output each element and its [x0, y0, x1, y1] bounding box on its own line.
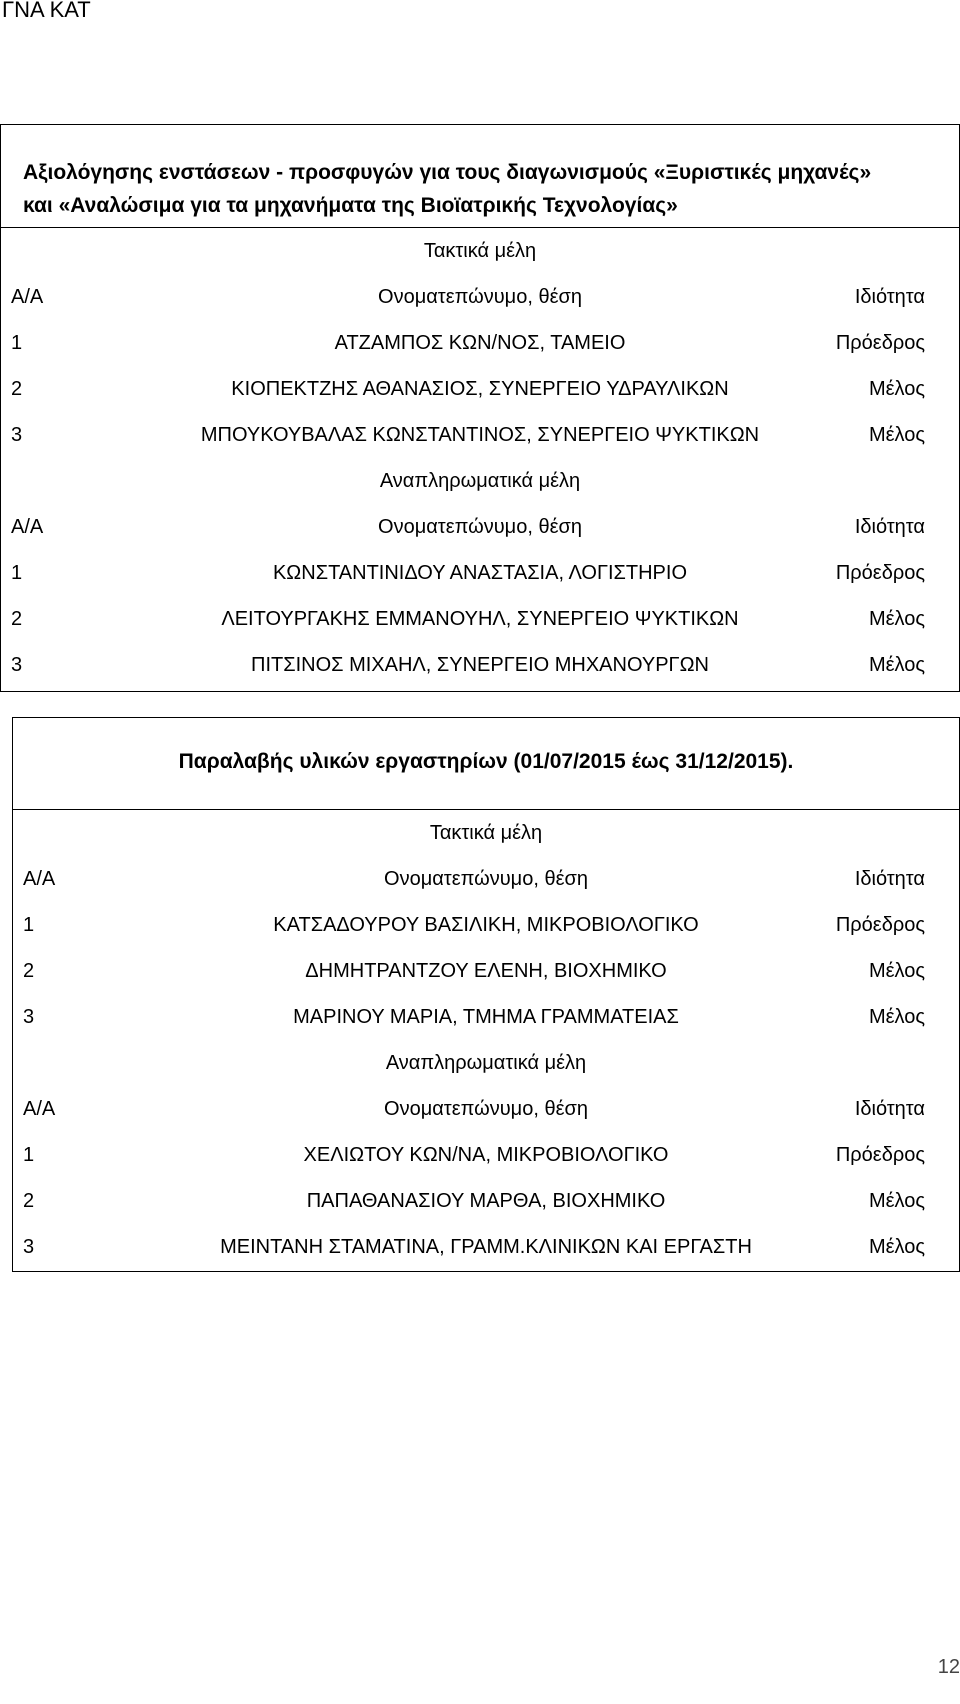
member-name: ΑΤΖΑΜΠΟΣ ΚΩΝ/ΝΟΣ, ΤΑΜΕΙΟ — [334, 332, 626, 354]
member-name: ΚΑΤΣΑΔΟΥΡΟΥ ΒΑΣΙΛΙΚΗ, ΜΙΚΡΟΒΙΟΛΟΓΙΚΟ — [273, 914, 699, 936]
column-header-role: Ιδιότητα — [854, 286, 925, 308]
column-header-role: Ιδιότητα — [854, 1098, 925, 1120]
member-name: ΠΙΤΣΙΝΟΣ ΜΙΧΑΗΛ, ΣΥΝΕΡΓΕΙΟ ΜΗΧΑΝΟΥΡΓΩΝ — [251, 654, 709, 676]
member-number: 1 — [23, 914, 35, 936]
member-name: ΜΑΡΙΝΟΥ ΜΑΡΙΑ, ΤΜΗΜΑ ΓΡΑΜΜΑΤΕΙΑΣ — [293, 1006, 679, 1028]
member-number: 3 — [11, 424, 23, 446]
member-role: Μέλος — [868, 960, 925, 982]
table-header-row — [1, 274, 959, 320]
member-role: Πρόεδρος — [835, 332, 925, 354]
member-name: ΠΑΠΑΘΑΝΑΣΙΟΥ ΜΑΡΘΑ, ΒΙΟΧΗΜΙΚΟ — [306, 1190, 666, 1212]
member-number: 1 — [11, 562, 23, 584]
committee-table-2 — [12, 717, 960, 1272]
column-header-name: Ονοματεπώνυμο, θέση — [384, 1098, 588, 1120]
table-row — [13, 1178, 959, 1224]
member-number: 2 — [11, 608, 23, 630]
table-header-row — [1, 504, 959, 550]
member-name: ΚΙΟΠΕΚΤΖΗΣ ΑΘΑΝΑΣΙΟΣ, ΣΥΝΕΡΓΕΙΟ ΥΔΡΑΥΛΙΚΩΝ — [231, 378, 729, 400]
column-header-role: Ιδιότητα — [854, 516, 925, 538]
member-number: 2 — [23, 1190, 35, 1212]
member-number: 2 — [23, 960, 35, 982]
column-header-number: Α/Α — [11, 516, 44, 538]
member-role: Μέλος — [868, 654, 925, 676]
member-number: 2 — [11, 378, 23, 400]
column-header-number: Α/Α — [23, 868, 56, 890]
page-header: ΓΝΑ ΚΑΤ — [2, 0, 91, 22]
column-header-name: Ονοματεπώνυμο, θέση — [384, 868, 588, 890]
member-role: Μέλος — [868, 424, 925, 446]
member-number: 1 — [11, 332, 23, 354]
regular-members-label: Τακτικά μέλη — [429, 822, 543, 844]
committee-title-line-2: και «Αναλώσιμα για τα μηχανήματα της Βιοϊατρικής Τεχνολογίας» — [23, 194, 678, 217]
member-role: Μέλος — [868, 1006, 925, 1028]
table-row — [1, 320, 959, 366]
table-row — [1, 550, 959, 596]
member-name: ΧΕΛΙΩΤΟΥ ΚΩΝ/ΝΑ, ΜΙΚΡΟΒΙΟΛΟΓΙΚΟ — [303, 1144, 669, 1166]
member-number: 3 — [23, 1006, 35, 1028]
member-name: ΔΗΜΗΤΡΑΝΤΖΟΥ ΕΛΕΝΗ, ΒΙΟΧΗΜΙΚΟ — [305, 960, 667, 982]
column-header-number: Α/Α — [23, 1098, 56, 1120]
member-name: ΛΕΙΤΟΥΡΓΑΚΗΣ ΕΜΜΑΝΟΥΗΛ, ΣΥΝΕΡΓΕΙΟ ΨΥΚΤΙΚΩΝ — [221, 608, 739, 630]
member-role: Μέλος — [868, 608, 925, 630]
member-name: ΚΩΝΣΤΑΝΤΙΝΙΔΟΥ ΑΝΑΣΤΑΣΙΑ, ΛΟΓΙΣΤΗΡΙΟ — [272, 562, 688, 584]
alternate-members-label: Αναπληρωματικά μέλη — [379, 470, 581, 492]
table-row — [1, 412, 959, 458]
page-number: 12 — [937, 1656, 960, 1678]
table-header-row — [13, 1086, 959, 1132]
table-row — [13, 902, 959, 948]
member-role: Πρόεδρος — [835, 1144, 925, 1166]
member-number: 1 — [23, 1144, 35, 1166]
table-row — [1, 366, 959, 412]
committee-table-1 — [0, 124, 960, 692]
committee-title-2: Παραλαβής υλικών εργαστηρίων (01/07/2015 έως 31/12/2015). — [13, 718, 959, 810]
table-row — [13, 1224, 959, 1270]
column-header-name: Ονοματεπώνυμο, θέση — [378, 516, 582, 538]
member-role: Μέλος — [868, 1190, 925, 1212]
table-row — [1, 596, 959, 642]
table-row — [13, 994, 959, 1040]
member-role: Μέλος — [868, 1236, 925, 1258]
table-row — [1, 642, 959, 688]
column-header-name: Ονοματεπώνυμο, θέση — [378, 286, 582, 308]
table-row — [13, 1132, 959, 1178]
member-number: 3 — [23, 1236, 35, 1258]
table-row — [13, 948, 959, 994]
table-header-row — [13, 856, 959, 902]
committee-title-line-1: Αξιολόγησης ενστάσεων - προσφυγών για τους διαγωνισμούς «Ξυριστικές μηχανές» — [23, 161, 872, 184]
member-name: ΜΕΙΝΤΑΝΗ ΣΤΑΜΑΤΙΝΑ, ΓΡΑΜΜ.ΚΛΙΝΙΚΩΝ ΚΑΙ ΕΡΓΑΣΤΗ — [220, 1236, 752, 1258]
column-header-number: Α/Α — [11, 286, 44, 308]
member-role: Πρόεδρος — [835, 562, 925, 584]
member-role: Μέλος — [868, 378, 925, 400]
regular-members-label: Τακτικά μέλη — [423, 240, 537, 262]
member-number: 3 — [11, 654, 23, 676]
committee-title-1 — [1, 125, 959, 228]
member-name: ΜΠΟΥΚΟΥΒΑΛΑΣ ΚΩΝΣΤΑΝΤΙΝΟΣ, ΣΥΝΕΡΓΕΙΟ ΨΥΚΤΙΚΩΝ — [200, 424, 760, 446]
member-role: Πρόεδρος — [835, 914, 925, 936]
column-header-role: Ιδιότητα — [854, 868, 925, 890]
alternate-members-label: Αναπληρωματικά μέλη — [385, 1052, 587, 1074]
